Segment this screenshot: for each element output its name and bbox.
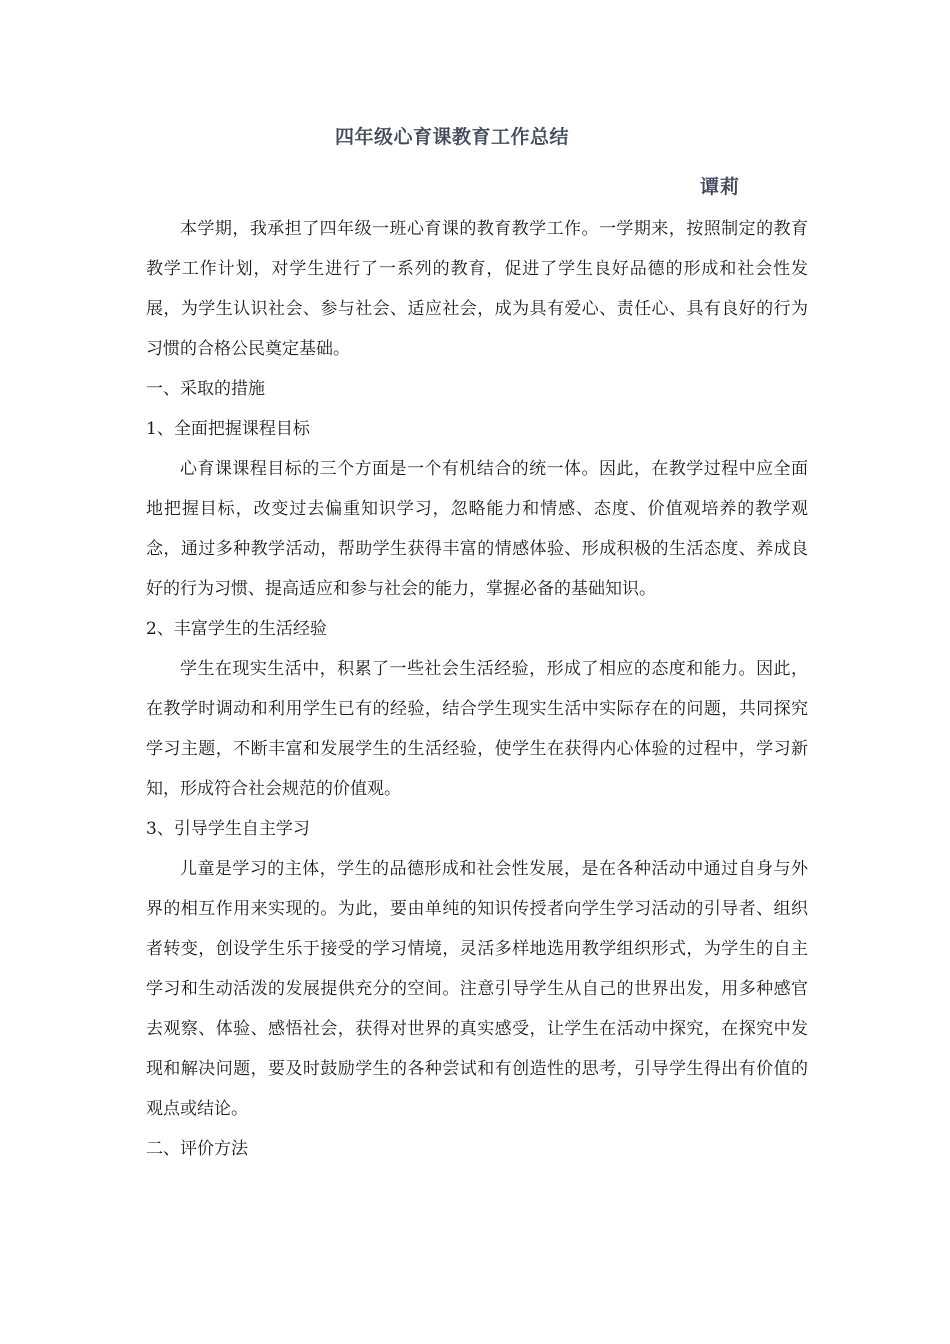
section-heading-evaluation: 二、评价方法 bbox=[146, 1139, 248, 1159]
intro-paragraph: 本学期，我承担了四年级一班心育课的教育教学工作。一学期来，按照制定的教育教学工作计划，对学生进行了一系列的教育，促进了学生良好品德的形成和社会性发展，为学生认识社会、参与社会、适应社会，成为具有爱心、责任心、具有良好的行为习惯的合格公民奠定基础。 bbox=[146, 219, 808, 359]
subheading-self-learning: 3、引导学生自主学习 bbox=[146, 819, 310, 839]
document-title: 四年级心育课教育工作总结 bbox=[334, 126, 569, 148]
subheading-goals: 1、全面把握课程目标 bbox=[146, 419, 310, 439]
subheading-experience: 2、丰富学生的生活经验 bbox=[146, 619, 327, 639]
paragraph-experience: 学生在现实生活中，积累了一些社会生活经验，形成了相应的态度和能力。因此，在教学时调动和利用学生已有的经验，结合学生现实生活中实际存在的问题，共同探究学习主题，不断丰富和发展学生的生活经验，使学生在获得内心体验的过程中，学习新知，形成符合社会规范的价值观。 bbox=[146, 659, 808, 799]
document-body bbox=[146, 209, 808, 1169]
paragraph-self-learning: 儿童是学习的主体，学生的品德形成和社会性发展，是在各种活动中通过自身与外界的相互作用来实现的。为此，要由单纯的知识传授者向学生学习活动的引导者、组织者转变，创设学生乐于接受的学习情境，灵活多样地选用教学组织形式，为学生的自主学习和生动活泼的发展提供充分的空间。注意引导学生从自己的世界出发，用多种感官去观察、体验、感悟社会，获得对世界的真实感受，让学生在活动中探究，在探究中发现和解决问题，要及时鼓励学生的各种尝试和有创造性的思考，引导学生得出有价值的观点或结论。 bbox=[146, 859, 808, 1119]
paragraph-goals: 心育课课程目标的三个方面是一个有机结合的统一体。因此，在教学过程中应全面地把握目标，改变过去偏重知识学习，忽略能力和情感、态度、价值观培养的教学观念，通过多种教学活动，帮助学生获得丰富的情感体验、形成积极的生活态度、养成良好的行为习惯、提高适应和参与社会的能力，掌握必备的基础知识。 bbox=[146, 459, 808, 599]
section-heading-measures: 一、采取的措施 bbox=[146, 379, 265, 399]
document-author: 谭莉 bbox=[700, 176, 741, 198]
